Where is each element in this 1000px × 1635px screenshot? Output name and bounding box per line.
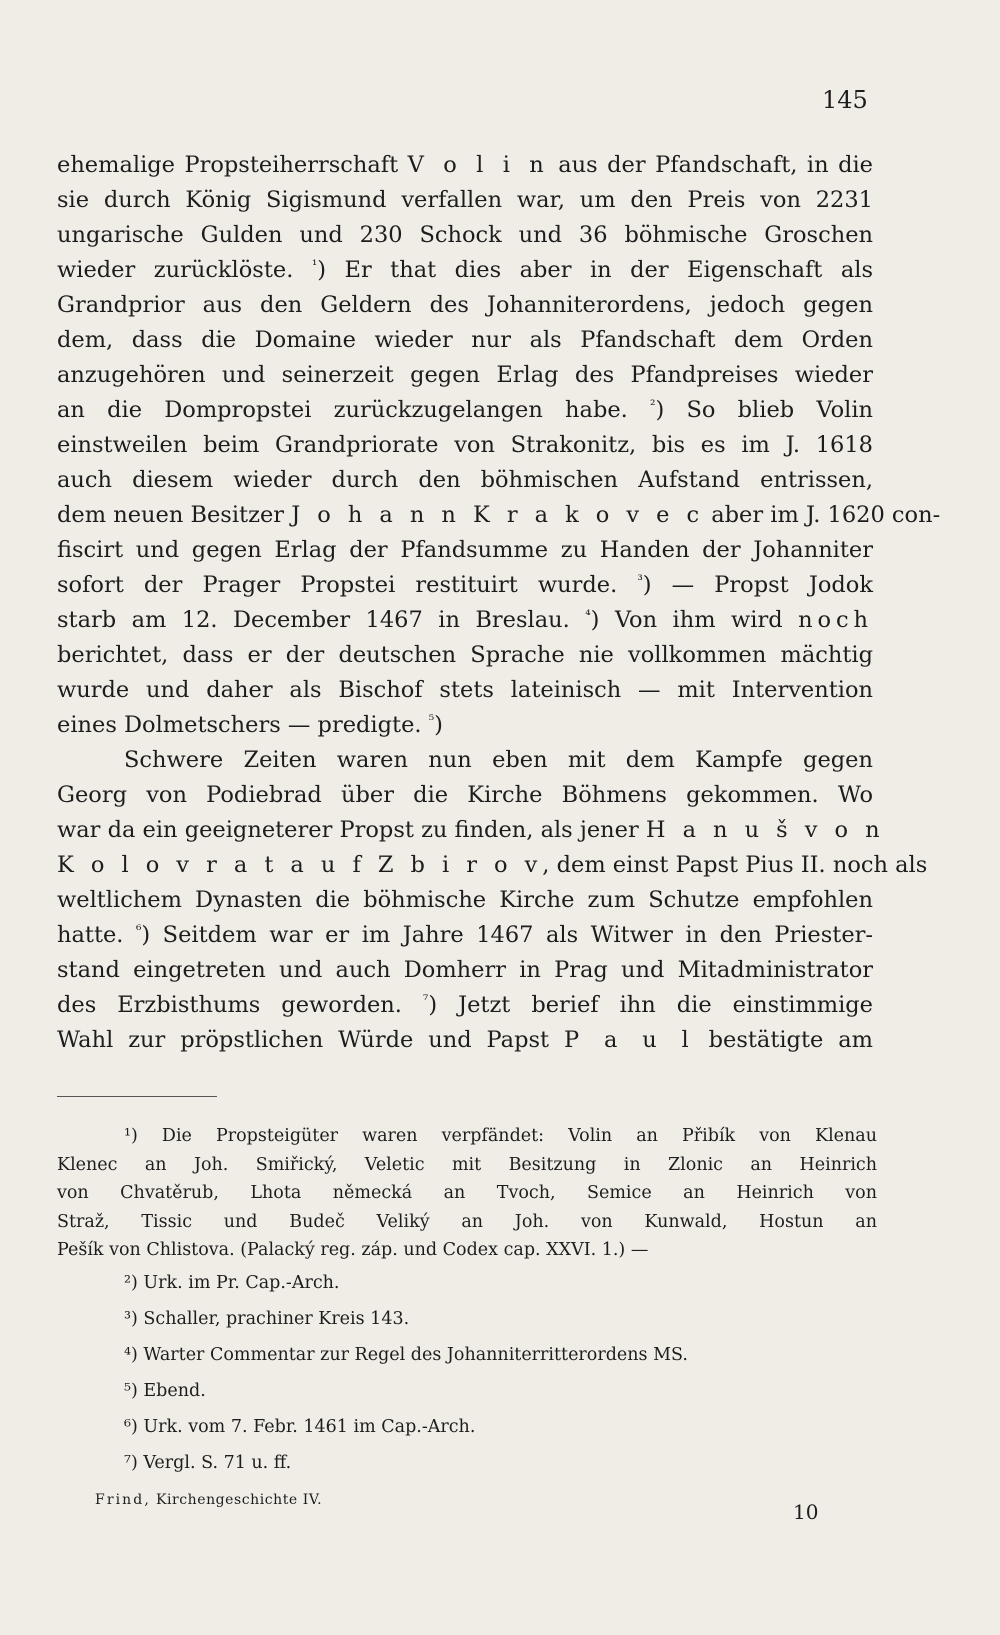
- footnote-5: ⁵) Ebend.: [124, 1380, 206, 1401]
- spaced-name: H a n u š v o n: [645, 817, 885, 843]
- footnote-7: ⁷) Vergl. S. 71 u. ff.: [124, 1452, 292, 1473]
- text-line: auch diesem wieder durch den böhmischen Aufstand entrissen,: [57, 467, 873, 493]
- footnote-ref: ⁷: [422, 992, 429, 1009]
- text-line: wurde und daher als Bischof stets lateinisch — mit Intervention: [57, 677, 873, 703]
- text-line: des Erzbisthums geworden. $^{^7}$) Jetzt berief ihn die einstimmige: [57, 992, 873, 1018]
- footnotes: [57, 1122, 877, 1481]
- spaced-name: K o l o v r a t a u f Z b i r o v: [57, 852, 543, 878]
- footnote-line: ¹) Die Propsteigüter waren verpfändet: Volin an Přibík von Klenau: [124, 1126, 877, 1146]
- signature-author: Frind,: [95, 1492, 151, 1508]
- text-line: K o l o v r a t a u f Z b i r o v, dem einst Papst Pius II. noch als: [57, 852, 928, 878]
- footnote-ref: ¹: [311, 257, 318, 274]
- footnote-ref: ³: [637, 572, 643, 589]
- text-line: Grandprior aus den Geldern des Johanniterordens, jedoch gegen: [57, 292, 873, 318]
- footnote-4: ⁴) Warter Commentar zur Regel des Johanniterritterordens MS.: [124, 1344, 688, 1365]
- footnote-3: ³) Schaller, prachiner Kreis 143.: [124, 1308, 410, 1329]
- paragraph-2: [57, 743, 928, 1058]
- footnote-2: ²) Urk. im Pr. Cap.-Arch.: [124, 1272, 340, 1293]
- text-line: starb am 12. December 1467 in Breslau. $^{^4}$) Von ihm wird noch: [57, 607, 873, 633]
- text-line: stand eingetreten und auch Domherr in Prag und Mitadministrator: [57, 957, 873, 983]
- paragraph-1: [57, 148, 941, 743]
- signature-title: Kirchengeschichte IV.: [155, 1492, 323, 1508]
- text-line: Georg von Podiebrad über die Kirche Böhmens gekommen. Wo: [57, 782, 873, 808]
- spaced-name: V o l i n: [407, 152, 549, 178]
- footnote-line: Pešík von Chlistova. (Palacký reg. záp. und Codex cap. XXVI. 1.) —: [57, 1240, 649, 1260]
- text-line: Wahl zur pröpstlichen Würde und Papst P a u l bestätigte am: [57, 1027, 873, 1053]
- footnote-6: ⁶) Urk. vom 7. Febr. 1461 im Cap.-Arch.: [124, 1416, 476, 1437]
- footnote-ref: ²: [650, 397, 656, 414]
- text-line: einstweilen beim Grandpriorate von Strakonitz, bis es im J. 1618: [57, 432, 873, 458]
- text-line: eines Dolmetschers — predigte. $^{^5}$): [57, 712, 443, 738]
- text-line: dem, dass die Domaine wieder nur als Pfandschaft dem Orden: [57, 327, 873, 353]
- footnote-divider: [57, 1096, 217, 1097]
- text-line: ehemalige Propsteiherrschaft V o l i n aus der Pfandschaft, in die: [57, 152, 873, 178]
- text-line: sofort der Prager Propstei restituirt wurde. $^{^3}$) — Propst Jodok: [57, 572, 873, 598]
- text-line: hatte. $^{^6}$) Seitdem war er im Jahre 1467 als Witwer in den Priester-: [57, 922, 874, 948]
- text-line: Schwere Zeiten waren nun eben mit dem Kampfe gegen: [124, 747, 873, 773]
- text-line: sie durch König Sigismund verfallen war, um den Preis von 2231: [57, 187, 873, 213]
- footnote-ref: ⁶: [135, 922, 142, 939]
- footnote-line: Straž, Tissic und Budeč Veliký an Joh. von Kunwald, Hostun an: [57, 1211, 877, 1232]
- sheet-number: 10: [793, 1500, 819, 1524]
- text-line: an die Dompropstei zurückzugelangen habe. $^{^2}$) So blieb Volin: [57, 397, 874, 423]
- footnote-ref: ⁴: [585, 607, 591, 624]
- text-line: war da ein geeigneterer Propst zu finden, als jener H a n u š v o n: [57, 817, 885, 843]
- text-line: anzugehören und seinerzeit gegen Erlag des Pfandpreises wieder: [57, 362, 873, 388]
- footnote-line: von Chvatěrub, Lhota německá an Tvoch, Semice an Heinrich von: [57, 1183, 877, 1203]
- text-line: fiscirt und gegen Erlag der Pfandsumme zu Handen der Johanniter: [57, 537, 873, 563]
- text-line: ungarische Gulden und 230 Schock und 36 böhmische Groschen: [57, 222, 873, 248]
- page-number: 145: [822, 86, 868, 114]
- text-line: weltlichem Dynasten die böhmische Kirche zum Schutze empfohlen: [57, 887, 873, 913]
- main-text: [57, 148, 941, 1058]
- footnote-ref: ⁵: [428, 712, 435, 729]
- spaced-name: J o h a n n K r a k o v e c: [291, 502, 705, 528]
- spaced-name: P a u l: [564, 1027, 694, 1053]
- footnote-1: [57, 1122, 877, 1265]
- text-line: dem neuen Besitzer J o h a n n K r a k o v e c aber im J. 1620 con-: [57, 502, 941, 528]
- text-line: wieder zurücklöste. $^{^1}$) Er that dies aber in der Eigenschaft als: [57, 257, 873, 283]
- footnote-line: Klenec an Joh. Smiřický, Veletic mit Besitzung in Zlonic an Heinrich: [57, 1154, 877, 1175]
- sheet-signature: [95, 1492, 322, 1508]
- text-line: berichtet, dass er der deutschen Sprache nie vollkommen mächtig: [57, 642, 873, 668]
